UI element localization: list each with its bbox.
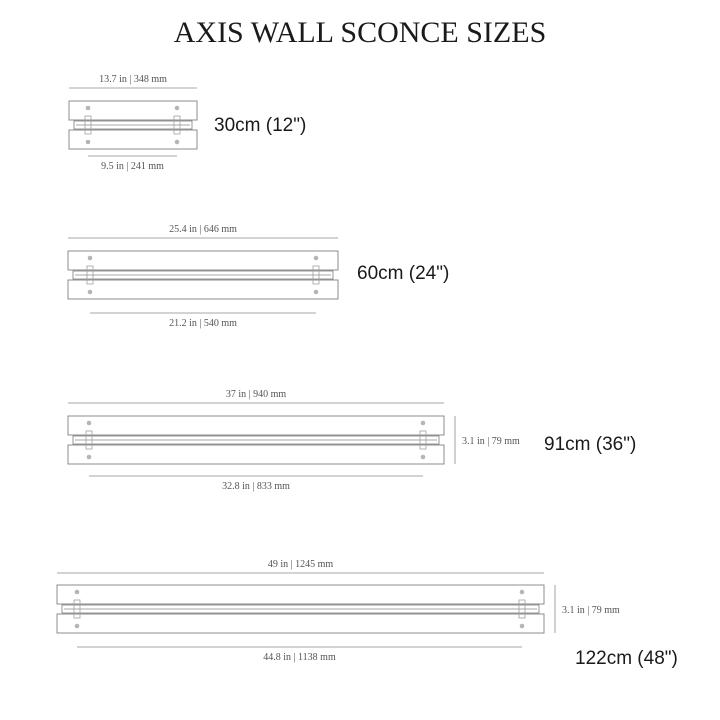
upper-panel <box>69 101 197 120</box>
upper-panel <box>57 585 544 604</box>
size-label: 60cm (24") <box>357 263 450 284</box>
screw-icon <box>520 590 525 595</box>
lower-panel <box>68 280 338 299</box>
screw-icon <box>75 624 80 629</box>
sconce-4 <box>57 559 678 669</box>
screw-icon <box>87 421 92 426</box>
screw-icon <box>86 140 91 145</box>
screw-icon <box>421 455 426 460</box>
diagram-title: AXIS WALL SCONCE SIZES <box>173 16 547 49</box>
screw-icon <box>86 106 91 111</box>
sconce-2 <box>68 224 449 329</box>
lower-panel <box>57 614 544 633</box>
sconce-1 <box>69 74 306 172</box>
screw-icon <box>87 455 92 460</box>
lower-panel <box>68 445 444 464</box>
overall-width-label: 13.7 in | 348 mm <box>99 74 167 85</box>
screw-icon <box>520 624 525 629</box>
size-label: 91cm (36") <box>544 434 637 455</box>
screw-icon <box>75 590 80 595</box>
overall-width-label: 25.4 in | 646 mm <box>169 224 237 235</box>
overall-width-label: 37 in | 940 mm <box>225 389 287 400</box>
screw-icon <box>175 140 180 145</box>
screw-icon <box>421 421 426 426</box>
mount-width-label: 21.2 in | 540 mm <box>169 318 237 329</box>
size-label: 30cm (12") <box>214 115 307 136</box>
upper-panel <box>68 251 338 270</box>
size-label: 122cm (48") <box>575 648 678 669</box>
screw-icon <box>314 256 319 261</box>
screw-icon <box>175 106 180 111</box>
upper-panel <box>68 416 444 435</box>
sconce-3 <box>68 389 636 492</box>
overall-width-label: 49 in | 1245 mm <box>267 559 334 570</box>
screw-icon <box>88 290 93 295</box>
screw-icon <box>314 290 319 295</box>
height-label: 3.1 in | 79 mm <box>562 605 620 616</box>
lower-panel <box>69 130 197 149</box>
screw-icon <box>88 256 93 261</box>
mount-width-label: 32.8 in | 833 mm <box>222 481 290 492</box>
mount-width-label: 9.5 in | 241 mm <box>101 161 164 172</box>
mount-width-label: 44.8 in | 1138 mm <box>263 652 336 663</box>
height-label: 3.1 in | 79 mm <box>462 436 520 447</box>
sconce-drawings <box>57 74 678 669</box>
